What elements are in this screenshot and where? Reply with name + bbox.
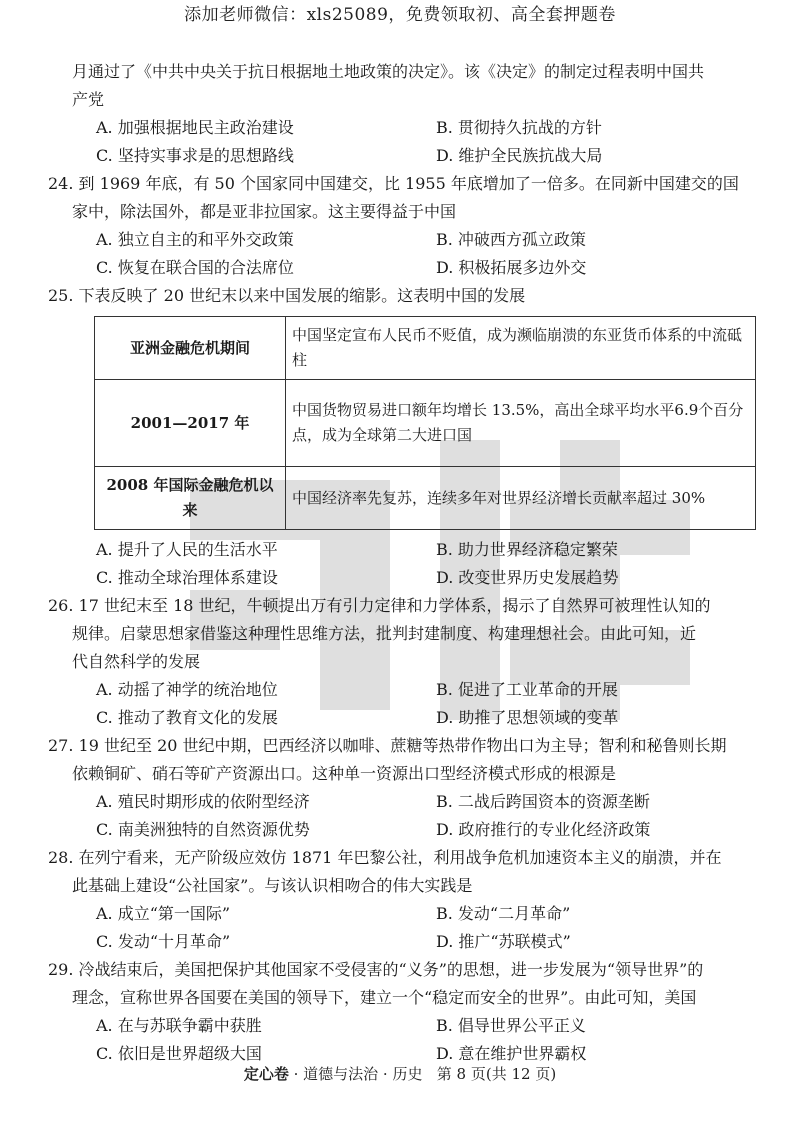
table-cell-desc: 中国货物贸易进口额年均增长 13.5%，高出全球平均水平6.9个百分点，成为全球第二大进口国 — [286, 380, 756, 467]
q28-number: 28. — [48, 848, 74, 867]
q23-option-a[interactable]: A. 加强根据地民主政治建设 — [96, 118, 294, 137]
q29-options — [72, 1012, 752, 1068]
footer-subject: · 道德与法治 · 历史 — [293, 1065, 423, 1083]
q26-number: 26. — [48, 596, 74, 615]
q24-stem-line-2: 家中，除法国外，都是亚非拉国家。这主要得益于中国 — [72, 202, 457, 221]
q28-stem-line-1 — [48, 844, 752, 872]
q23-option-b[interactable]: B. 贯彻持久抗战的方针 — [436, 118, 602, 137]
q24-option-a[interactable]: A. 独立自主的和平外交政策 — [96, 230, 294, 249]
q26-option-b[interactable]: B. 促进了工业革命的开展 — [436, 680, 618, 699]
table-cell-desc: 中国坚定宣布人民币不贬值，成为濒临崩溃的东亚货币体系的中流砥柱 — [286, 317, 756, 380]
q25-stem-line — [48, 282, 752, 310]
q29-stem-text-1: 冷战结束后，美国把保护其他国家不受侵害的“义务”的思想，进一步发展为“领导世界”的 — [78, 960, 704, 979]
q29-stem-line-2: 理念，宣称世界各国要在美国的领导下，建立一个“稳定而安全的世界”。由此可知，美国 — [72, 988, 697, 1007]
q27-number: 27. — [48, 736, 74, 755]
question-29 — [48, 956, 752, 1068]
q24-option-b[interactable]: B. 冲破西方孤立政策 — [436, 230, 586, 249]
q25-table — [94, 316, 756, 530]
q27-option-b[interactable]: B. 二战后跨国资本的资源垄断 — [436, 792, 650, 811]
table-row — [95, 380, 756, 467]
header-note: 添加老师微信：xls25089，免费领取初、高全套押题卷 — [184, 5, 616, 25]
q24-options — [72, 226, 752, 282]
q28-option-c[interactable]: C. 发动“十月革命” — [96, 932, 231, 951]
q29-number: 29. — [48, 960, 74, 979]
q24-stem-text-1: 到 1969 年底，有 50 个国家同中国建交，比 1955 年底增加了一倍多。在同新中国建交的国 — [78, 174, 739, 193]
q27-option-c[interactable]: C. 南美洲独特的自然资源优势 — [96, 820, 310, 839]
q25-options — [72, 536, 752, 592]
q27-option-d[interactable]: D. 政府推行的专业化经济政策 — [436, 820, 651, 839]
q24-stem-line-1 — [48, 170, 752, 198]
q27-options — [72, 788, 752, 844]
question-25 — [48, 282, 752, 592]
table-cell-period: 2001—2017 年 — [95, 380, 286, 467]
q23-options — [72, 114, 752, 170]
question-24 — [48, 170, 752, 282]
q28-option-b[interactable]: B. 发动“二月革命” — [436, 904, 571, 923]
q23-stem-line-2: 产党 — [72, 90, 105, 109]
q28-stem-text-1: 在列宁看来，无产阶级应效仿 1871 年巴黎公社，利用战争危机加速资本主义的崩溃，并在 — [78, 848, 722, 867]
q29-stem-line-1 — [48, 956, 752, 984]
q25-option-d[interactable]: D. 改变世界历史发展趋势 — [436, 568, 619, 587]
q29-option-a[interactable]: A. 在与苏联争霸中获胜 — [96, 1016, 262, 1035]
table-row — [95, 467, 756, 530]
q25-number: 25. — [48, 286, 74, 305]
q29-option-c[interactable]: C. 依旧是世界超级大国 — [96, 1044, 262, 1063]
q29-option-d[interactable]: D. 意在维护世界霸权 — [436, 1044, 587, 1063]
table-cell-period: 2008 年国际金融危机以来 — [95, 467, 286, 530]
q25-option-a[interactable]: A. 提升了人民的生活水平 — [96, 540, 278, 559]
page-footer — [0, 1063, 800, 1084]
q26-options — [72, 676, 752, 732]
footer-brand: 定心卷 — [243, 1065, 289, 1083]
question-26 — [48, 592, 752, 732]
q26-stem-line-3: 代自然科学的发展 — [72, 652, 201, 671]
q28-option-d[interactable]: D. 推广“苏联模式” — [436, 932, 571, 951]
table-row — [95, 317, 756, 380]
q25-option-c[interactable]: C. 推动全球治理体系建设 — [96, 568, 278, 587]
q27-stem-line-2: 依赖铜矿、硝石等矿产资源出口。这种单一资源出口型经济模式形成的根源是 — [72, 764, 617, 783]
q27-stem-text-1: 19 世纪至 20 世纪中期，巴西经济以咖啡、蔗糖等热带作物出口为主导；智利和秘鲁则长期 — [78, 736, 727, 755]
footer-page-number: 第 8 页(共 12 页) — [436, 1065, 557, 1083]
q24-option-c[interactable]: C. 恢复在联合国的合法席位 — [96, 258, 294, 277]
q27-stem-line-1 — [48, 732, 752, 760]
q27-option-a[interactable]: A. 殖民时期形成的依附型经济 — [96, 792, 310, 811]
question-content — [48, 58, 752, 1068]
question-23 — [72, 58, 752, 170]
q24-option-d[interactable]: D. 积极拓展多边外交 — [436, 258, 587, 277]
q23-option-c[interactable]: C. 坚持实事求是的思想路线 — [96, 146, 294, 165]
q26-option-a[interactable]: A. 动摇了神学的统治地位 — [96, 680, 278, 699]
q23-stem-line-1: 月通过了《中共中央关于抗日根据地土地政策的决定》。该《决定》的制定过程表明中国共 — [72, 62, 705, 81]
q26-stem-line-1 — [48, 592, 752, 620]
table-cell-period: 亚洲金融危机期间 — [95, 317, 286, 380]
q29-option-b[interactable]: B. 倡导世界公平正义 — [436, 1016, 586, 1035]
q26-option-c[interactable]: C. 推动了教育文化的发展 — [96, 708, 278, 727]
q26-option-d[interactable]: D. 助推了思想领域的变革 — [436, 708, 619, 727]
q28-option-a[interactable]: A. 成立“第一国际” — [96, 904, 231, 923]
q28-stem-line-2: 此基础上建设“公社国家”。与该认识相吻合的伟大实践是 — [72, 876, 473, 895]
q25-stem-text: 下表反映了 20 世纪末以来中国发展的缩影。这表明中国的发展 — [78, 286, 526, 305]
table-cell-desc: 中国经济率先复苏，连续多年对世界经济增长贡献率超过 30% — [286, 467, 756, 530]
q28-options — [72, 900, 752, 956]
q23-option-d[interactable]: D. 维护全民族抗战大局 — [436, 146, 603, 165]
q26-stem-line-2: 规律。启蒙思想家借鉴这种理性思维方法，批判封建制度、构建理想社会。由此可知，近 — [72, 624, 697, 643]
question-27 — [48, 732, 752, 844]
q26-stem-text-1: 17 世纪末至 18 世纪，牛顿提出万有引力定律和力学体系，揭示了自然界可被理性认知的 — [78, 596, 711, 615]
q25-option-b[interactable]: B. 助力世界经济稳定繁荣 — [436, 540, 618, 559]
question-28 — [48, 844, 752, 956]
q24-number: 24. — [48, 174, 74, 193]
